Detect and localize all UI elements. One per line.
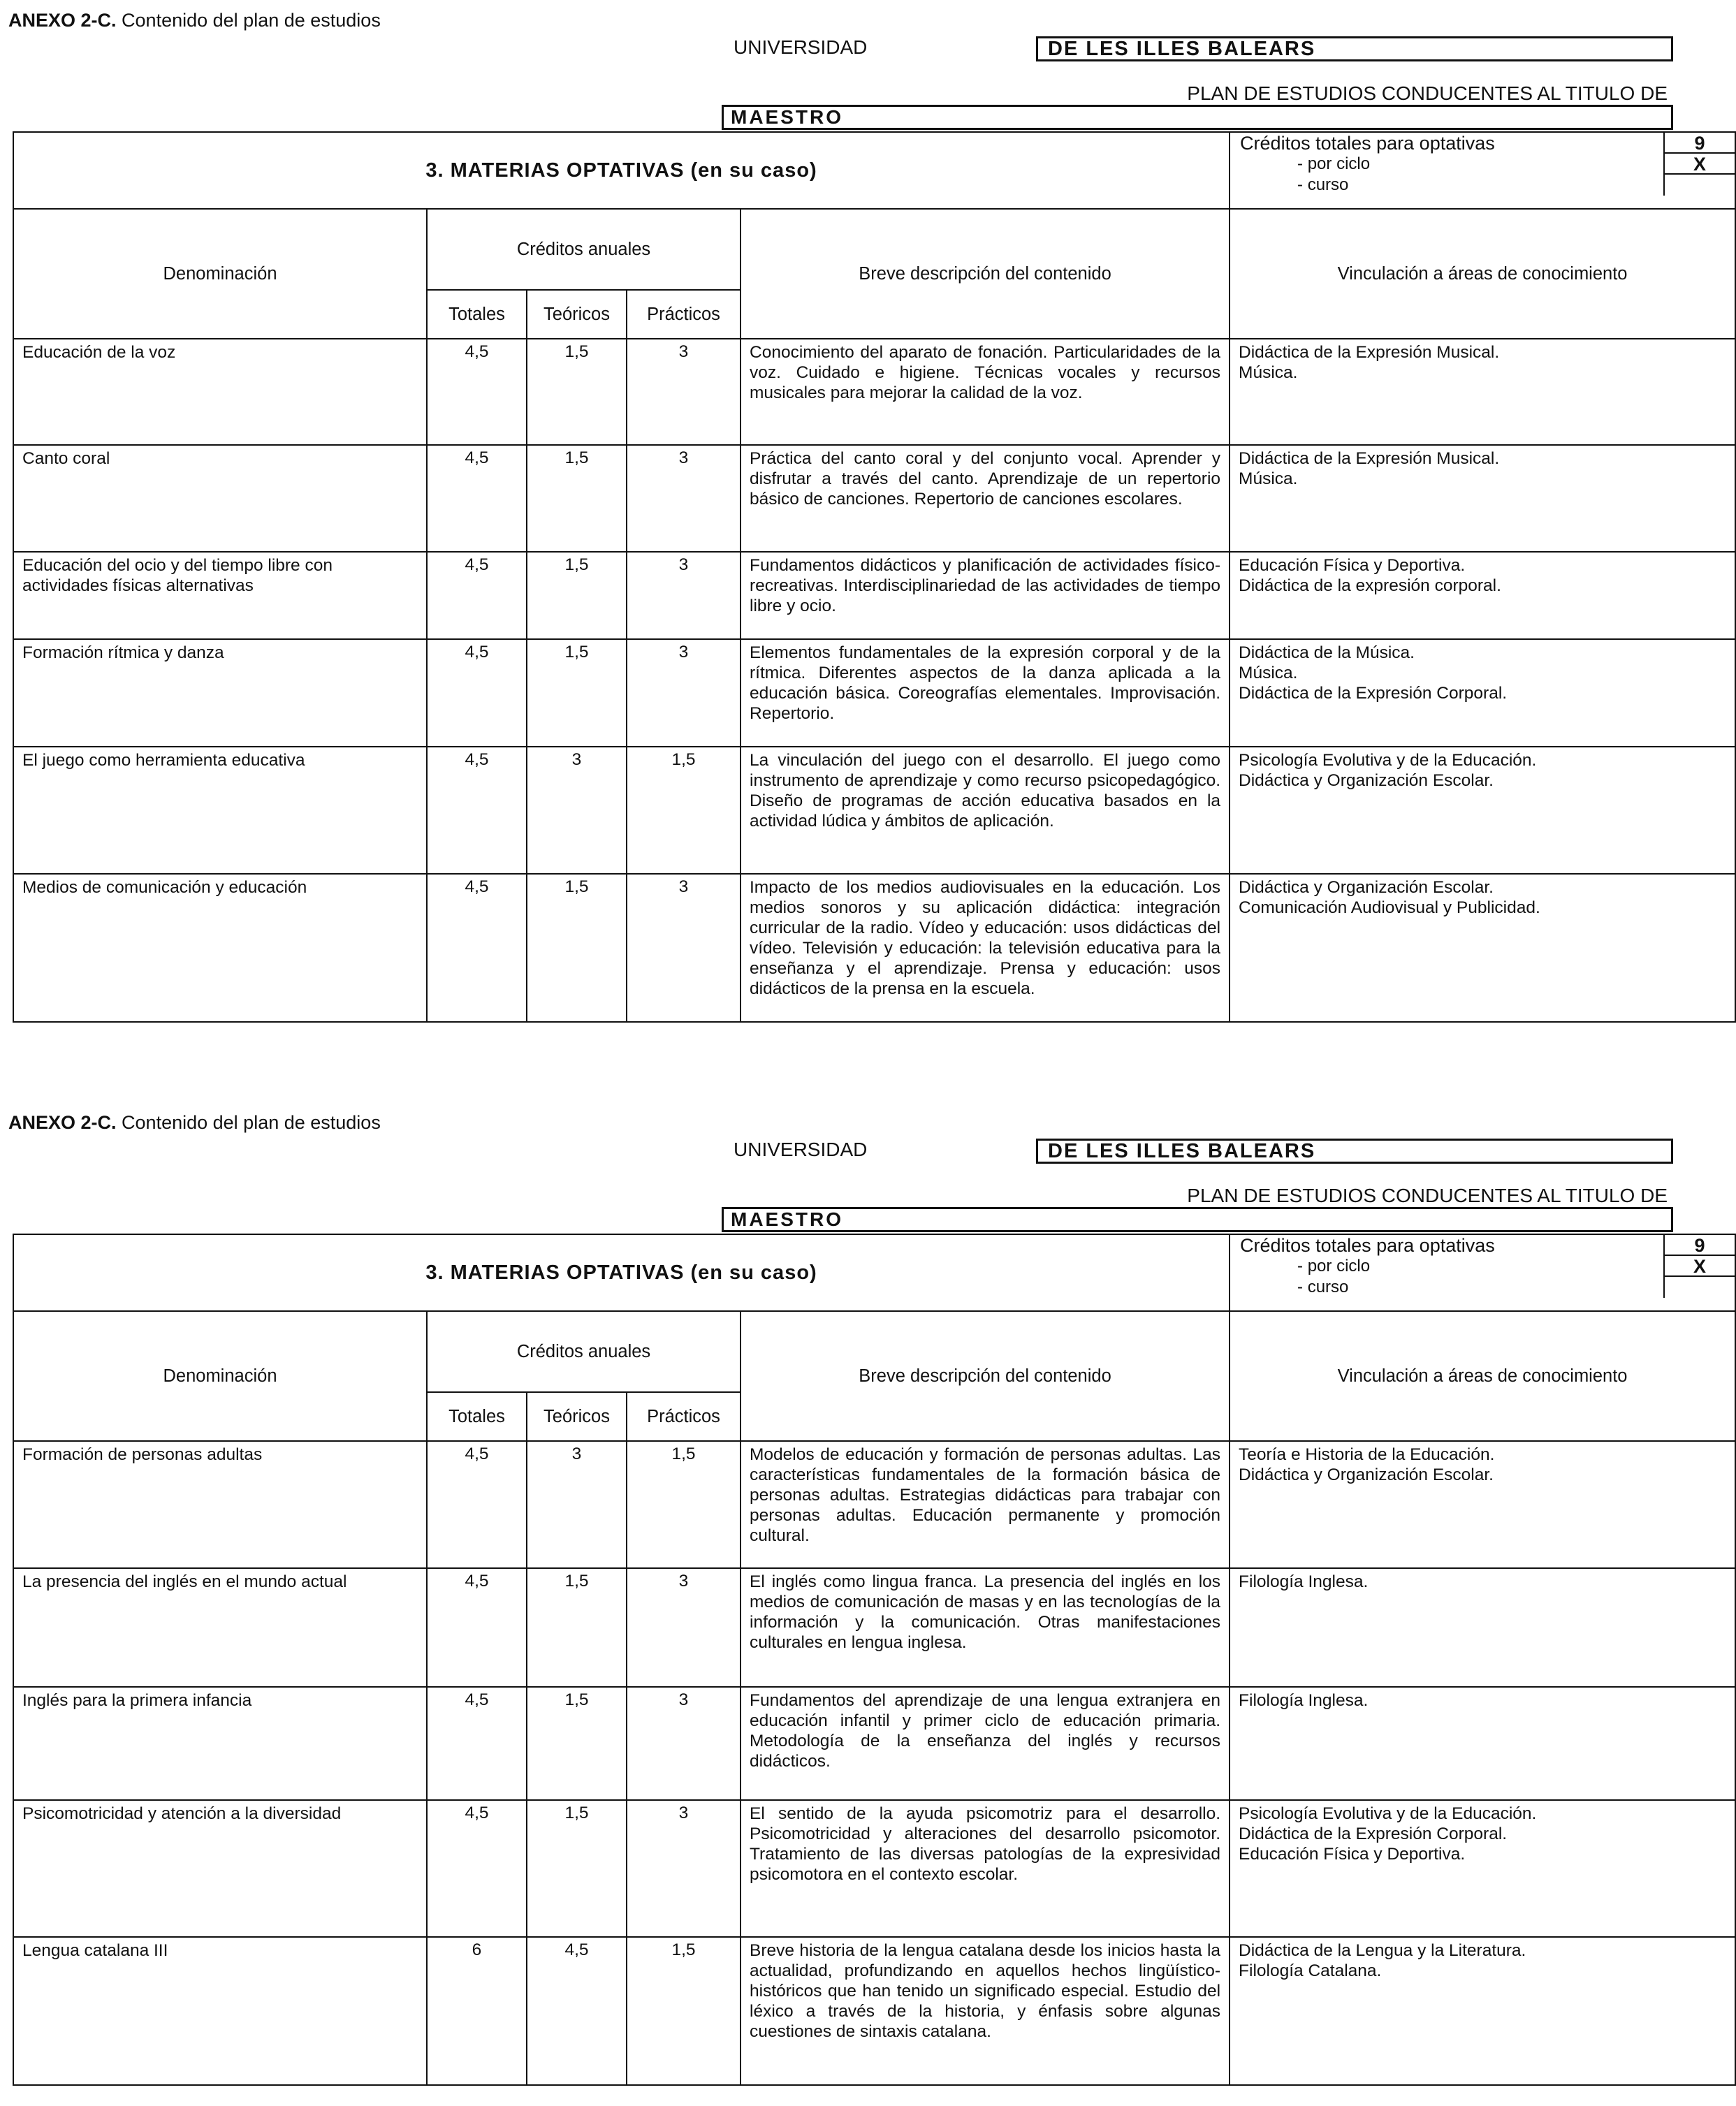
table-row [13, 552, 1735, 639]
row-description: La vinculación del juego con el desarrollo. El juego como instrumento de aprendizaje y como recurso psicopedagógico. Diseño de programas de acción educativa basados en la actividad lúdica y ámbitos de aplicación. [741, 747, 1230, 874]
credits-curso-value [1663, 175, 1735, 196]
table-row [13, 639, 1735, 747]
titulo-value: MAESTRO [722, 1207, 1673, 1232]
page-2 [0, 1102, 1707, 2106]
row-practicos: 1,5 [627, 1441, 741, 1568]
row-areas: Psicología Evolutiva y de la Educación. Didáctica de la Expresión Corporal. Educación Física y Deportiva. [1230, 1800, 1735, 1937]
row-practicos: 3 [627, 445, 741, 552]
row-totales: 6 [427, 1937, 527, 2085]
row-name: Lengua catalana III [13, 1937, 427, 2085]
row-description: Elementos fundamentales de la expresión corporal y de la rítmica. Diferentes aspectos de la danza aplicada a la educación básica. Coreografías elementales. Improvisación. Repertorio. [741, 639, 1230, 747]
header-creditos: Créditos anuales [427, 209, 741, 290]
row-name: El juego como herramienta educativa [13, 747, 427, 874]
row-practicos: 1,5 [627, 1937, 741, 2085]
row-practicos: 3 [627, 552, 741, 639]
credits-box [1230, 1234, 1735, 1311]
credits-total-value: 9 [1663, 1235, 1735, 1256]
row-areas: Didáctica de la Música. Música. Didáctica de la Expresión Corporal. [1230, 639, 1735, 747]
row-description: Impacto de los medios audiovisuales en la educación. Los medios sonoros y su aplicación didáctica: integración curricular de la radio. Vídeo y educación: usos didácticas del vídeo. Televisión y educación: la televisión educativa para la enseñanza y el aprendizaje. Prensa y educación: usos didácticos de la prensa en la escuela. [741, 874, 1230, 1022]
row-practicos: 1,5 [627, 747, 741, 874]
header-vinculacion: Vinculación a áreas de conocimiento [1230, 209, 1735, 339]
credits-ciclo-value: X [1663, 154, 1735, 175]
row-practicos: 3 [627, 874, 741, 1022]
optativas-table [13, 1234, 1736, 2086]
row-totales: 4,5 [427, 747, 527, 874]
row-name: Formación rítmica y danza [13, 639, 427, 747]
header-denominacion: Denominación [13, 209, 427, 339]
header-vinculacion: Vinculación a áreas de conocimiento [1230, 1311, 1735, 1441]
row-practicos: 3 [627, 1687, 741, 1800]
credits-ciclo-value: X [1663, 1256, 1735, 1277]
row-areas: Psicología Evolutiva y de la Educación. Didáctica y Organización Escolar. [1230, 747, 1735, 874]
row-totales: 4,5 [427, 1800, 527, 1937]
table-row [13, 1687, 1735, 1800]
row-totales: 4,5 [427, 445, 527, 552]
row-areas: Didáctica y Organización Escolar. Comunicación Audiovisual y Publicidad. [1230, 874, 1735, 1022]
row-teoricos: 4,5 [527, 1937, 627, 2085]
row-teoricos: 1,5 [527, 1687, 627, 1800]
row-areas: Didáctica de la Expresión Musical. Música. [1230, 445, 1735, 552]
universidad-value: DE LES ILLES BALEARS [1036, 36, 1673, 61]
credits-curso-label: - curso [1297, 1278, 1349, 1296]
row-areas: Educación Física y Deportiva. Didáctica de la expresión corporal. [1230, 552, 1735, 639]
header-creditos: Créditos anuales [427, 1311, 741, 1392]
row-teoricos: 1,5 [527, 552, 627, 639]
row-teoricos: 1,5 [527, 874, 627, 1022]
row-totales: 4,5 [427, 552, 527, 639]
annex-heading: ANEXO 2-C. Contenido del plan de estudios [8, 10, 381, 31]
header-teoricos: Teóricos [527, 290, 627, 339]
table-row [13, 339, 1735, 445]
row-name: Canto coral [13, 445, 427, 552]
annex-heading: ANEXO 2-C. Contenido del plan de estudios [8, 1112, 381, 1133]
section-title: 3. MATERIAS OPTATIVAS (en su caso) [13, 132, 1230, 209]
credits-total-value: 9 [1663, 133, 1735, 154]
titulo-value: MAESTRO [722, 105, 1673, 130]
table-row [13, 1800, 1735, 1937]
row-teoricos: 3 [527, 1441, 627, 1568]
row-name: La presencia del inglés en el mundo actual [13, 1568, 427, 1687]
row-teoricos: 1,5 [527, 339, 627, 445]
row-practicos: 3 [627, 1800, 741, 1937]
page-1 [0, 0, 1707, 1041]
row-teoricos: 1,5 [527, 1800, 627, 1937]
table-row [13, 1937, 1735, 2085]
row-totales: 4,5 [427, 874, 527, 1022]
universidad-label: UNIVERSIDAD [734, 36, 868, 58]
header-descripcion: Breve descripción del contenido [741, 1311, 1230, 1441]
universidad-label: UNIVERSIDAD [734, 1139, 868, 1160]
row-description: Breve historia de la lengua catalana desde los inicios hasta la actualidad, profundizando en aquellos hechos lingüístico-históricos que han tenido un significado especial. Estudio del léxico a través de la historia, y énfasis sobre algunas cuestiones de sintaxis catalana. [741, 1937, 1230, 2085]
header-teoricos: Teóricos [527, 1392, 627, 1441]
credits-total-label: Créditos totales para optativas [1240, 133, 1495, 154]
plan-label: PLAN DE ESTUDIOS CONDUCENTES AL TITULO DE [1187, 82, 1668, 104]
credits-ciclo-label: - por ciclo [1297, 1257, 1371, 1275]
row-description: El inglés como lingua franca. La presencia del inglés en los medios de comunicación de masas y en las tecnologías de la información y la comunicación. Otras manifestaciones culturales en lengua inglesa. [741, 1568, 1230, 1687]
row-totales: 4,5 [427, 339, 527, 445]
row-teoricos: 3 [527, 747, 627, 874]
row-name: Formación de personas adultas [13, 1441, 427, 1568]
credits-total-label: Créditos totales para optativas [1240, 1235, 1495, 1256]
row-description: Fundamentos didácticos y planificación de actividades físico-recreativas. Interdisciplinariedad de las actividades de tiempo libre y ocio. [741, 552, 1230, 639]
plan-label: PLAN DE ESTUDIOS CONDUCENTES AL TITULO DE [1187, 1185, 1668, 1206]
section-title: 3. MATERIAS OPTATIVAS (en su caso) [13, 1234, 1230, 1311]
header-totales: Totales [427, 290, 527, 339]
header-descripcion: Breve descripción del contenido [741, 209, 1230, 339]
row-teoricos: 1,5 [527, 445, 627, 552]
row-practicos: 3 [627, 1568, 741, 1687]
table-row [13, 1568, 1735, 1687]
optativas-table [13, 131, 1736, 1023]
row-description: Modelos de educación y formación de personas adultas. Las características fundamentales de la formación básica de personas adultas. Estrategias didácticas para trabajar con personas adultas. Educación permanente y promoción cultural. [741, 1441, 1230, 1568]
row-totales: 4,5 [427, 1568, 527, 1687]
row-teoricos: 1,5 [527, 1568, 627, 1687]
credits-ciclo-label: - por ciclo [1297, 154, 1371, 173]
universidad-value: DE LES ILLES BALEARS [1036, 1139, 1673, 1164]
credits-curso-label: - curso [1297, 175, 1349, 194]
row-areas: Teoría e Historia de la Educación. Didáctica y Organización Escolar. [1230, 1441, 1735, 1568]
row-description: Fundamentos del aprendizaje de una lengua extranjera en educación infantil y primer ciclo de educación primaria. Metodología de la enseñanza del inglés y recursos didácticos. [741, 1687, 1230, 1800]
row-name: Educación de la voz [13, 339, 427, 445]
table-row [13, 1441, 1735, 1568]
row-areas: Filología Inglesa. [1230, 1687, 1735, 1800]
table-row [13, 445, 1735, 552]
row-description: El sentido de la ayuda psicomotriz para el desarrollo. Psicomotricidad y alteraciones del desarrollo psicomotor. Tratamiento de las diversas patologías de la expresividad psicomotora en el contexto escolar. [741, 1800, 1230, 1937]
header-practicos: Prácticos [627, 1392, 741, 1441]
row-areas: Didáctica de la Expresión Musical. Música. [1230, 339, 1735, 445]
credits-box [1230, 132, 1735, 209]
row-totales: 4,5 [427, 639, 527, 747]
row-description: Conocimiento del aparato de fonación. Particularidades de la voz. Cuidado e higiene. Técnicas vocales y recursos musicales para mejorar la calidad de la voz. [741, 339, 1230, 445]
row-name: Medios de comunicación y educación [13, 874, 427, 1022]
header-totales: Totales [427, 1392, 527, 1441]
credits-curso-value [1663, 1277, 1735, 1298]
row-practicos: 3 [627, 639, 741, 747]
row-totales: 4,5 [427, 1687, 527, 1800]
row-name: Inglés para la primera infancia [13, 1687, 427, 1800]
row-totales: 4,5 [427, 1441, 527, 1568]
row-areas: Filología Inglesa. [1230, 1568, 1735, 1687]
row-practicos: 3 [627, 339, 741, 445]
header-denominacion: Denominación [13, 1311, 427, 1441]
row-description: Práctica del canto coral y del conjunto vocal. Aprender y disfrutar a través del canto. Aprendizaje de un repertorio básico de canciones. Repertorio de canciones escolares. [741, 445, 1230, 552]
row-teoricos: 1,5 [527, 639, 627, 747]
row-name: Psicomotricidad y atención a la diversidad [13, 1800, 427, 1937]
row-name: Educación del ocio y del tiempo libre con actividades físicas alternativas [13, 552, 427, 639]
table-row [13, 747, 1735, 874]
table-row [13, 874, 1735, 1022]
header-practicos: Prácticos [627, 290, 741, 339]
row-areas: Didáctica de la Lengua y la Literatura. Filología Catalana. [1230, 1937, 1735, 2085]
